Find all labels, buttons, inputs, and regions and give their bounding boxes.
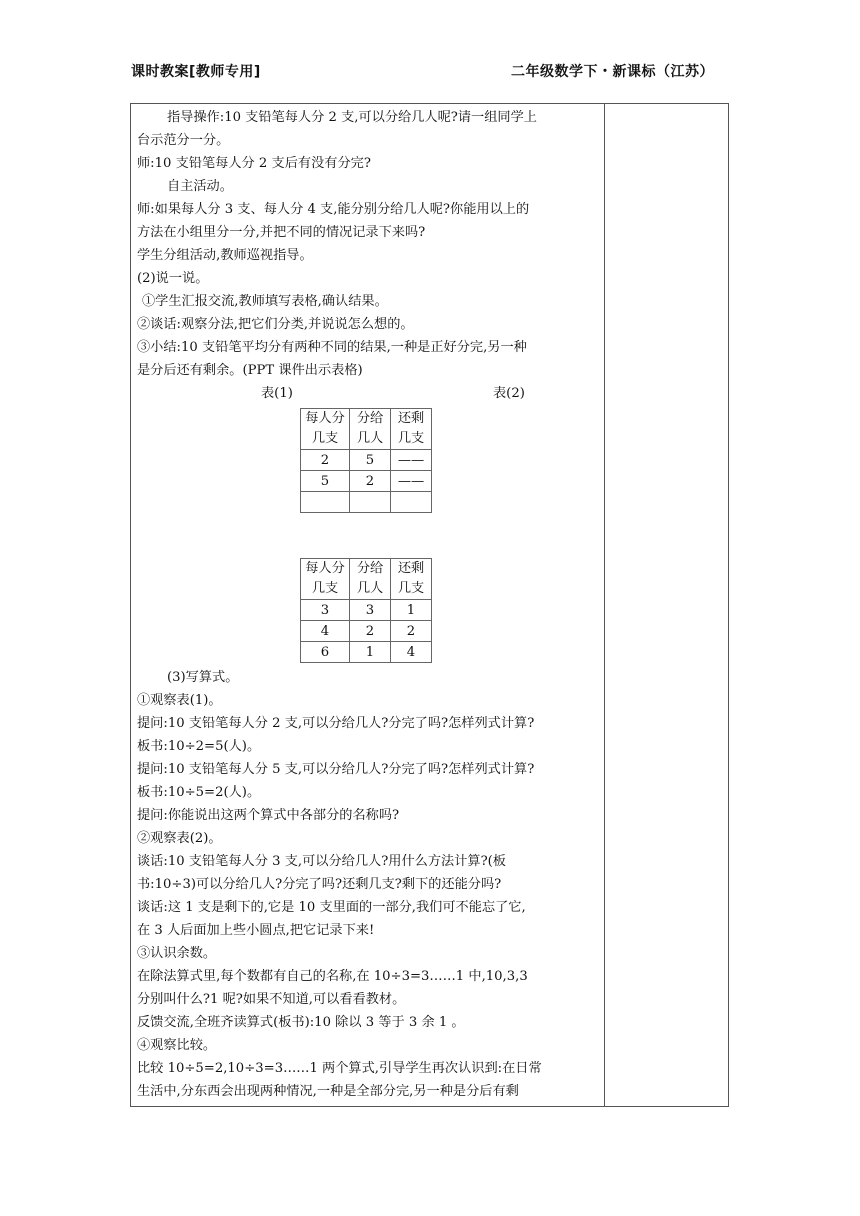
lesson-content bbox=[137, 106, 599, 405]
text-line: 是分后还有剩余。(PPT 课件出示表格) bbox=[137, 363, 363, 378]
text-line: 反馈交流,全班齐读算式(板书):10 除以 3 等于 3 余 1 。 bbox=[137, 1015, 465, 1030]
text-line: 提问:10 支铅笔每人分 2 支,可以分给几人?分完了吗?怎样列式计算? bbox=[137, 716, 535, 731]
table-cell: —— bbox=[391, 450, 432, 471]
text-line: 谈话:这 1 支是剩下的,它是 10 支里面的一部分,我们可不能忘了它, bbox=[137, 900, 526, 915]
table-header-cell: 分给 几人 bbox=[350, 409, 391, 450]
text-line: 指导操作:10 支铅笔每人分 2 支,可以分给几人呢?请一组同学上 bbox=[167, 110, 537, 125]
table-row bbox=[301, 642, 432, 663]
table-header-cell: 每人分 几支 bbox=[301, 559, 350, 600]
table-cell: —— bbox=[391, 471, 432, 492]
text-line: 比较 10÷5=2,10÷3=3……1 两个算式,引导学生再次认识到:在日常 bbox=[137, 1061, 542, 1076]
table-header-cell: 还剩 几支 bbox=[391, 559, 432, 600]
table-cell: 6 bbox=[301, 642, 350, 663]
column-divider bbox=[604, 103, 605, 1107]
table-cell: 1 bbox=[391, 600, 432, 621]
text-line: 生活中,分东西会出现两种情况,一种是全部分完,另一种是分后有剩 bbox=[137, 1084, 519, 1099]
table2-caption: 表(2) bbox=[493, 386, 525, 401]
text-line: (2)说一说。 bbox=[137, 271, 209, 286]
text-line: 学生分组活动,教师巡视指导。 bbox=[137, 248, 313, 263]
table-row bbox=[301, 471, 432, 492]
table-header-cell: 还剩 几支 bbox=[391, 409, 432, 450]
text-line: 书:10÷3)可以分给几人?分完了吗?还剩几支?剩下的还能分吗? bbox=[137, 877, 502, 892]
table-cell: 5 bbox=[350, 450, 391, 471]
text-line: ②谈话:观察分法,把它们分类,并说说怎么想的。 bbox=[137, 317, 414, 332]
text-line: 板书:10÷5=2(人)。 bbox=[137, 785, 261, 800]
text-line: 方法在小组里分一分,并把不同的情况记录下来吗? bbox=[137, 225, 426, 240]
text-line: 师:如果每人分 3 支、每人分 4 支,能分别分给几人呢?你能用以上的 bbox=[137, 202, 530, 217]
text-line: 自主活动。 bbox=[167, 179, 233, 194]
text-line: ①学生汇报交流,教师填写表格,确认结果。 bbox=[142, 294, 388, 309]
lesson-content-continued bbox=[137, 666, 599, 1103]
table-cell: 3 bbox=[301, 600, 350, 621]
text-line: ②观察表(2)。 bbox=[137, 831, 222, 846]
table-row bbox=[301, 492, 432, 513]
table-cell: 4 bbox=[301, 621, 350, 642]
text-line: 分别叫什么?1 呢?如果不知道,可以看看教材。 bbox=[137, 992, 406, 1007]
text-line: 在除法算式里,每个数都有自己的名称,在 10÷3=3……1 中,10,3,3 bbox=[137, 969, 528, 984]
table-captions bbox=[137, 382, 599, 405]
text-line: ①观察表(1)。 bbox=[137, 693, 222, 708]
table-cell: 1 bbox=[350, 642, 391, 663]
table-cell: 2 bbox=[350, 621, 391, 642]
table-row bbox=[301, 600, 432, 621]
text-line: 谈话:10 支铅笔每人分 3 支,可以分给几人?用什么方法计算?(板 bbox=[137, 854, 506, 869]
text-line: (3)写算式。 bbox=[167, 670, 239, 685]
table-cell: 2 bbox=[391, 621, 432, 642]
table-1 bbox=[300, 408, 432, 513]
table-header-cell: 每人分 几支 bbox=[301, 409, 350, 450]
table-row bbox=[301, 450, 432, 471]
text-line: 师:10 支铅笔每人分 2 支后有没有分完? bbox=[137, 156, 371, 171]
table-cell bbox=[301, 492, 350, 513]
table-cell bbox=[391, 492, 432, 513]
text-line: 提问:10 支铅笔每人分 5 支,可以分给几人?分完了吗?怎样列式计算? bbox=[137, 762, 535, 777]
table-cell: 2 bbox=[301, 450, 350, 471]
text-line: ③小结:10 支铅笔平均分有两种不同的结果,一种是正好分完,另一种 bbox=[137, 340, 527, 355]
table-header-cell: 分给 几人 bbox=[350, 559, 391, 600]
table-cell: 3 bbox=[350, 600, 391, 621]
text-line: 在 3 人后面加上些小圆点,把它记录下来! bbox=[137, 923, 375, 938]
table-row bbox=[301, 621, 432, 642]
text-line: 台示范分一分。 bbox=[137, 133, 230, 148]
table-cell: 2 bbox=[350, 471, 391, 492]
table-2 bbox=[300, 558, 432, 663]
table1-caption: 表(1) bbox=[261, 386, 293, 401]
table-cell bbox=[350, 492, 391, 513]
header-title-left: 课时教案[教师专用] bbox=[131, 64, 261, 80]
header-title-right: 二年级数学下・新课标（江苏） bbox=[511, 64, 714, 80]
table-cell: 4 bbox=[391, 642, 432, 663]
table-cell: 5 bbox=[301, 471, 350, 492]
text-line: ④观察比较。 bbox=[137, 1038, 217, 1053]
text-line: 提问:你能说出这两个算式中各部分的名称吗? bbox=[137, 808, 400, 823]
text-line: ③认识余数。 bbox=[137, 946, 217, 961]
text-line: 板书:10÷2=5(人)。 bbox=[137, 739, 261, 754]
